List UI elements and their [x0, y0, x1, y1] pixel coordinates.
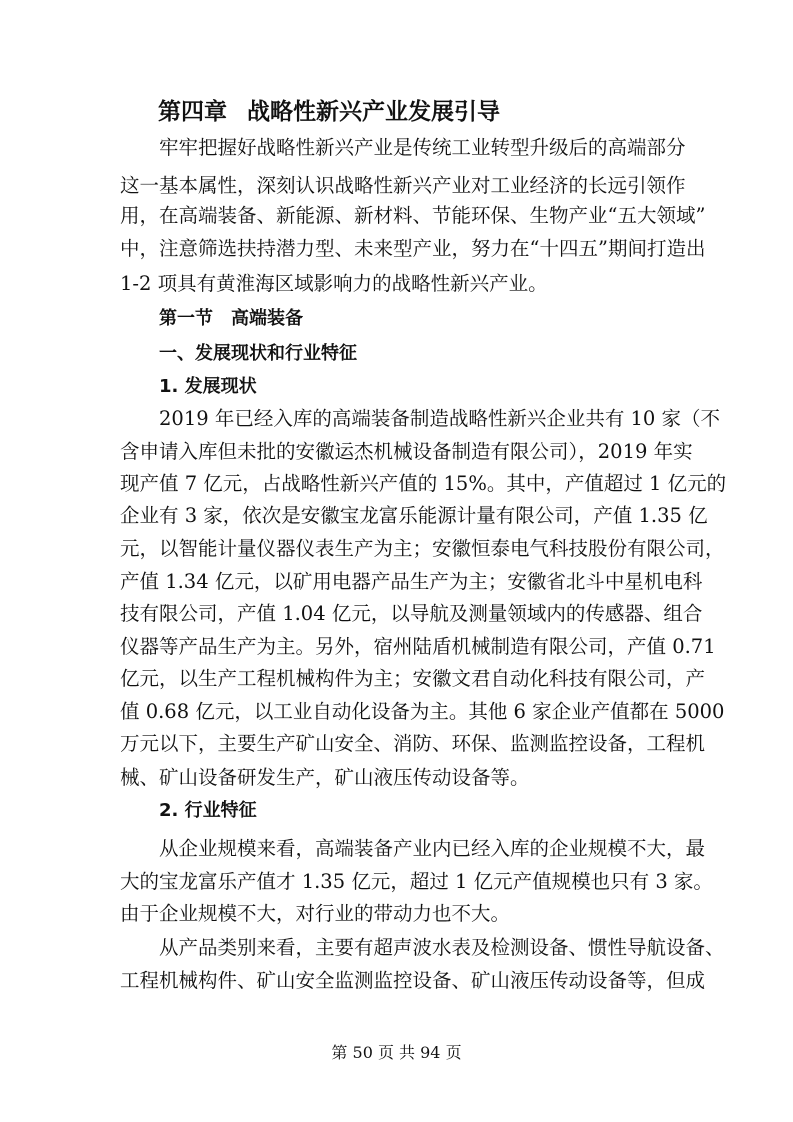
intro-line: 牢牢把握好战略性新兴产业是传统工业转型升级后的高端部分: [159, 136, 686, 159]
intro-line: 1-2 项具有黄淮海区域影响力的战略性新兴产业。: [120, 272, 548, 295]
paragraph-line: 含申请入库但未批的安徽运杰机械设备制造有限公司），2019 年实: [120, 440, 693, 463]
paragraph-line: 从企业规模来看，高端装备产业内已经入库的企业规模不大，最: [159, 837, 706, 860]
intro-line: 这一基本属性，深刻认识战略性新兴产业对工业经济的长远引领作: [120, 174, 686, 197]
paragraph-line: 产值 1.34 亿元，以矿用电器产品生产为主；安徽省北斗中星机电科: [120, 570, 703, 593]
paragraph-line: 万元以下，主要生产矿山安全、消防、环保、监测监控设备，工程机: [120, 732, 706, 755]
paragraph-line: 现产值 7 亿元，占战略性新兴产值的 15%。其中，产值超过 1 亿元的: [120, 472, 727, 495]
paragraph-line: 从产品类别来看，主要有超声波水表及检测设备、惯性导航设备、: [159, 936, 725, 959]
chapter-heading: [158, 96, 500, 128]
paragraph-line: 技有限公司，产值 1.04 亿元，以导航及测量领域内的传感器、组合: [120, 602, 703, 625]
paragraph-line: 大的宝龙富乐产值才 1.35 亿元，超过 1 亿元产值规模也只有 3 家。: [120, 870, 713, 893]
paragraph-line: 仪器等产品生产为主。另外，宿州陆盾机械制造有限公司，产值 0.71: [120, 635, 716, 658]
paragraph-line: 械、矿山设备研发生产，矿山液压传动设备等。: [120, 766, 530, 789]
paragraph-line: 企业有 3 家，依次是安徽宝龙富乐能源计量有限公司，产值 1.35 亿: [120, 504, 708, 527]
section-title: 高端装备: [231, 308, 303, 329]
item-heading: 2. 行业特征: [159, 800, 257, 821]
paragraph-line: 工程机械构件、矿山安全监测监控设备、矿山液压传动设备等，但成: [120, 969, 706, 992]
paragraph-line: 由于企业规模不大，对行业的带动力也不大。: [120, 902, 511, 925]
section-heading: [159, 305, 303, 333]
paragraph-line: 元，以智能计量仪器仪表生产为主；安徽恒泰电气科技股份有限公司，: [120, 537, 725, 560]
intro-line: 用，在高端装备、新能源、新材料、节能环保、生物产业“五大领域”: [120, 204, 706, 227]
paragraph-line: 亿元，以生产工程机械构件为主；安徽文君自动化科技有限公司，产: [120, 667, 706, 690]
page-footer: 第 50 页 共 94 页: [331, 1043, 462, 1062]
paragraph-line: 2019 年已经入库的高端装备制造战略性新兴企业共有 10 家（不: [159, 407, 721, 430]
chapter-number: 第四章: [158, 99, 227, 125]
item-heading: 1. 发展现状: [159, 376, 257, 397]
intro-line: 中，注意筛选扶持潜力型、未来型产业，努力在“十四五”期间打造出: [120, 237, 706, 260]
paragraph-line: 值 0.68 亿元，以工业自动化设备为主。其他 6 家企业产值都在 5000: [120, 700, 725, 723]
subsection-heading: 一、发展现状和行业特征: [159, 343, 357, 364]
section-number: 第一节: [159, 308, 213, 329]
chapter-title: 战略性新兴产业发展引导: [247, 99, 500, 125]
